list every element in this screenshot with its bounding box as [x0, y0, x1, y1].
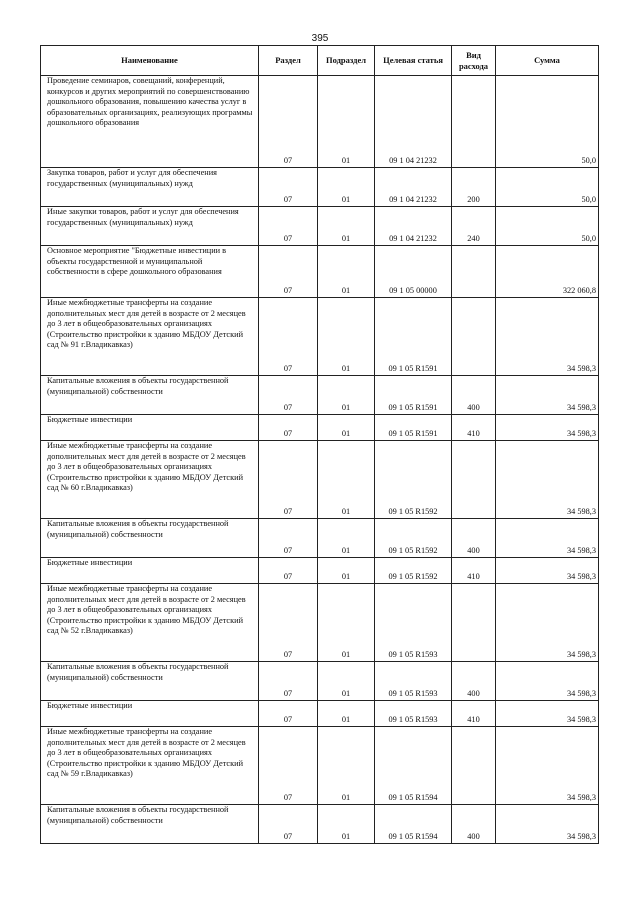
cell-expense-type: [452, 76, 496, 168]
page-number: 395: [311, 33, 329, 44]
cell-section: 07: [259, 558, 318, 584]
table-row: [41, 701, 599, 727]
cell-expense-type: 400: [452, 376, 496, 415]
cell-expense-type: [452, 246, 496, 298]
cell-amount: 34 598,3: [496, 415, 599, 441]
header-expense-type: Вид расхода: [452, 46, 496, 76]
cell-target-article: 09 1 04 21232: [375, 76, 452, 168]
table-row: [41, 805, 599, 844]
header-section: Раздел: [259, 46, 318, 76]
cell-target-article: 09 1 05 R1591: [375, 415, 452, 441]
cell-target-article: 09 1 05 R1592: [375, 519, 452, 558]
cell-expense-type: 400: [452, 519, 496, 558]
cell-expense-type: 200: [452, 168, 496, 207]
cell-target-article: 09 1 05 R1594: [375, 727, 452, 805]
table-row: [41, 76, 599, 168]
cell-expense-type: 240: [452, 207, 496, 246]
cell-amount: 50,0: [496, 76, 599, 168]
cell-amount: 34 598,3: [496, 805, 599, 844]
cell-target-article: 09 1 05 R1592: [375, 558, 452, 584]
cell-expense-type: [452, 584, 496, 662]
table-header: [41, 46, 599, 76]
cell-name: Основное мероприятие "Бюджетные инвестиции в объекты государственной и муниципальной собственности в сфере дошкольного образования: [41, 246, 259, 298]
cell-amount: 34 598,3: [496, 519, 599, 558]
cell-amount: 322 060,8: [496, 246, 599, 298]
cell-section: 07: [259, 662, 318, 701]
cell-name: Иные межбюджетные трансферты на создание дополнительных мест для детей в возрасте от 2 месяцев до 3 лет в общеобразовательных организациях (Строительство пристройки к зданию МБДОУ Детский сад № 91 г.Владикавказ): [41, 298, 259, 376]
table-body: [41, 76, 599, 844]
cell-target-article: 09 1 05 R1591: [375, 376, 452, 415]
cell-amount: 34 598,3: [496, 376, 599, 415]
cell-expense-type: 410: [452, 701, 496, 727]
cell-section: 07: [259, 76, 318, 168]
cell-target-article: 09 1 05 R1593: [375, 584, 452, 662]
cell-name: Капитальные вложения в объекты государственной (муниципальной) собственности: [41, 519, 259, 558]
cell-name: Бюджетные инвестиции: [41, 701, 259, 727]
cell-section: 07: [259, 519, 318, 558]
cell-target-article: 09 1 05 R1593: [375, 662, 452, 701]
cell-name: Иные межбюджетные трансферты на создание дополнительных мест для детей в возрасте от 2 месяцев до 3 лет в общеобразовательных организациях (Строительство пристройки к зданию МБДОУ Детский сад № 60 г.Владикавказ): [41, 441, 259, 519]
cell-section: 07: [259, 207, 318, 246]
cell-subsection: 01: [318, 701, 375, 727]
cell-name: Закупка товаров, работ и услуг для обеспечения государственных (муниципальных) нужд: [41, 168, 259, 207]
cell-subsection: 01: [318, 558, 375, 584]
cell-expense-type: 410: [452, 415, 496, 441]
table-row: [41, 298, 599, 376]
cell-section: 07: [259, 805, 318, 844]
cell-name: Иные межбюджетные трансферты на создание дополнительных мест для детей в возрасте от 2 месяцев до 3 лет в общеобразовательных организациях (Строительство пристройки к зданию МБДОУ Детский сад № 59 г.Владикавказ): [41, 727, 259, 805]
cell-subsection: 01: [318, 298, 375, 376]
cell-target-article: 09 1 05 00000: [375, 246, 452, 298]
cell-amount: 34 598,3: [496, 701, 599, 727]
cell-target-article: 09 1 05 R1592: [375, 441, 452, 519]
header-row: [41, 46, 599, 76]
cell-name: Иные межбюджетные трансферты на создание дополнительных мест для детей в возрасте от 2 месяцев до 3 лет в общеобразовательных организациях (Строительство пристройки к зданию МБДОУ Детский сад № 52 г.Владикавказ): [41, 584, 259, 662]
cell-section: 07: [259, 298, 318, 376]
cell-subsection: 01: [318, 727, 375, 805]
cell-amount: 34 598,3: [496, 584, 599, 662]
header-subsection: Подраздел: [318, 46, 375, 76]
header-amount: Сумма: [496, 46, 599, 76]
cell-section: 07: [259, 701, 318, 727]
cell-section: 07: [259, 246, 318, 298]
header-name: Наименование: [41, 46, 259, 76]
cell-section: 07: [259, 376, 318, 415]
budget-table: [40, 45, 599, 844]
table-row: [41, 415, 599, 441]
table-row: [41, 376, 599, 415]
cell-subsection: 01: [318, 584, 375, 662]
cell-expense-type: 410: [452, 558, 496, 584]
table-row: [41, 662, 599, 701]
cell-expense-type: [452, 298, 496, 376]
cell-name: Бюджетные инвестиции: [41, 558, 259, 584]
cell-name: Иные закупки товаров, работ и услуг для обеспечения государственных (муниципальных) нужд: [41, 207, 259, 246]
cell-target-article: 09 1 05 R1591: [375, 298, 452, 376]
cell-target-article: 09 1 05 R1594: [375, 805, 452, 844]
cell-subsection: 01: [318, 519, 375, 558]
cell-name: Бюджетные инвестиции: [41, 415, 259, 441]
cell-amount: 34 598,3: [496, 558, 599, 584]
table-row: [41, 441, 599, 519]
cell-amount: 34 598,3: [496, 727, 599, 805]
cell-subsection: 01: [318, 662, 375, 701]
cell-subsection: 01: [318, 376, 375, 415]
cell-expense-type: [452, 441, 496, 519]
cell-amount: 34 598,3: [496, 662, 599, 701]
table-row: [41, 246, 599, 298]
cell-section: 07: [259, 441, 318, 519]
table-row: [41, 168, 599, 207]
cell-section: 07: [259, 415, 318, 441]
table-row: [41, 519, 599, 558]
cell-section: 07: [259, 584, 318, 662]
table-row: [41, 207, 599, 246]
cell-amount: 50,0: [496, 207, 599, 246]
cell-subsection: 01: [318, 207, 375, 246]
table-row: [41, 558, 599, 584]
cell-target-article: 09 1 05 R1593: [375, 701, 452, 727]
cell-subsection: 01: [318, 415, 375, 441]
cell-expense-type: 400: [452, 662, 496, 701]
cell-subsection: 01: [318, 246, 375, 298]
table-row: [41, 584, 599, 662]
cell-amount: 50,0: [496, 168, 599, 207]
cell-target-article: 09 1 04 21232: [375, 207, 452, 246]
cell-section: 07: [259, 168, 318, 207]
cell-subsection: 01: [318, 805, 375, 844]
header-target-article: Целевая статья: [375, 46, 452, 76]
cell-subsection: 01: [318, 441, 375, 519]
table-row: [41, 727, 599, 805]
cell-target-article: 09 1 04 21232: [375, 168, 452, 207]
cell-amount: 34 598,3: [496, 298, 599, 376]
cell-expense-type: 400: [452, 805, 496, 844]
cell-subsection: 01: [318, 76, 375, 168]
cell-amount: 34 598,3: [496, 441, 599, 519]
cell-name: Капитальные вложения в объекты государственной (муниципальной) собственности: [41, 805, 259, 844]
cell-expense-type: [452, 727, 496, 805]
cell-subsection: 01: [318, 168, 375, 207]
cell-name: Капитальные вложения в объекты государственной (муниципальной) собственности: [41, 376, 259, 415]
cell-name: Проведение семинаров, совещаний, конференций, конкурсов и других мероприятий по совершенствованию дошкольного образования, повышению качества услуг в образовательных организациях, реализующих программы дошкольного образования: [41, 76, 259, 168]
cell-name: Капитальные вложения в объекты государственной (муниципальной) собственности: [41, 662, 259, 701]
cell-section: 07: [259, 727, 318, 805]
